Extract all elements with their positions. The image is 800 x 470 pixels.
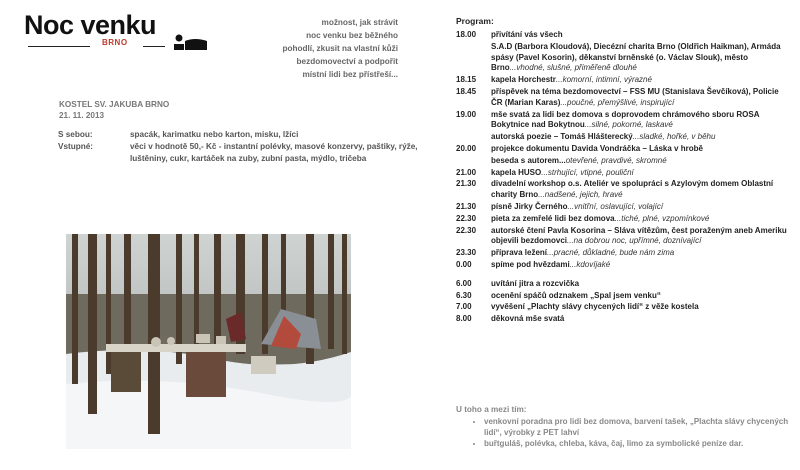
program-time: 22.30 (456, 213, 477, 223)
program-item (456, 87, 791, 109)
program-text: mše svatá za lidi bez domova s doprovodem chrámového sboru ROSA Bokytnice nad Bokytnou (491, 109, 760, 130)
program-text: pieta za zemřelé lidi bez domova (491, 213, 615, 223)
also-list (470, 417, 790, 451)
bring-value: spacák, karimatku nebo karton, misku, lžíci (130, 130, 299, 139)
program-time: 18.15 (456, 75, 477, 85)
program-text: ocenění spáčů odznakem „Spal jsem venku“ (491, 290, 661, 300)
tagline-line: bezdomovectví a podpořit (296, 57, 398, 66)
program-note: ...silné, pokorné, laskavé (584, 120, 673, 130)
tagline-line: noc venku bez běžného (306, 31, 398, 40)
tent-icon (172, 33, 208, 51)
program-item (456, 168, 791, 179)
program-list (456, 30, 791, 326)
program-item (456, 132, 791, 143)
program-text: písně Jirky Černého (491, 201, 568, 211)
tagline (270, 16, 398, 81)
program-note: ...pracné, důkladné, bude nám zima (547, 248, 675, 258)
program-item (456, 302, 791, 313)
program-time: 18.00 (456, 30, 477, 39)
program-time: 19.00 (456, 109, 477, 119)
camp-photo (66, 234, 351, 449)
program-text: beseda s autorem... (491, 155, 566, 165)
program-note: ...vhodné, slušné, přiměřeně dlouhé (509, 63, 637, 73)
program-item (456, 314, 791, 325)
tagline-line: pohodlí, zkusit na vlastní kůži (282, 44, 398, 53)
logo-underline-left (28, 46, 90, 47)
program-time: 21.30 (456, 201, 477, 211)
program-time: 8.00 (456, 314, 472, 324)
program-text: přivítání vás všech (491, 30, 563, 39)
program-time: 6.00 (456, 278, 472, 288)
program-time: 21.30 (456, 179, 477, 189)
also-title: U toho a mezi tím: (456, 405, 527, 414)
program-time: 22.30 (456, 225, 477, 235)
program-item (456, 144, 791, 155)
bring-row (58, 141, 418, 189)
program-text: projekce dokumentu Davida Vondráčka – Láska v hrobě (491, 143, 703, 153)
logo-underline-right (143, 46, 165, 47)
program-item (456, 226, 791, 248)
program-text: spíme pod hvězdami (491, 259, 570, 269)
tagline-line: místní lidi bez přístřeší... (302, 70, 398, 79)
tagline-line: možnost, jak strávit (321, 18, 398, 27)
program-time: 18.45 (456, 86, 477, 96)
program-item (456, 202, 791, 213)
program-item (456, 110, 791, 132)
venue-name: KOSTEL SV. JAKUBA BRNO (59, 100, 170, 109)
program-text: příprava ležení (491, 248, 548, 258)
program-text: uvítání jitra a rozcvička (491, 278, 580, 288)
program-text: kapela HUSO (491, 167, 542, 177)
program-item (456, 260, 791, 271)
logo-title: Noc venku (24, 10, 157, 40)
program-item (456, 291, 791, 302)
bring-label: Vstupné: (58, 142, 94, 151)
program-time: 20.00 (456, 143, 477, 153)
program-item (456, 156, 791, 167)
program-note: ...sladké, hořké, v běhu (632, 132, 716, 142)
program-item (456, 279, 791, 290)
program-note: ...na dobrou noc, upřímné, doznívající (567, 236, 702, 246)
program-note: ...vnitřní, oslavující, volající (567, 201, 664, 211)
program-item (456, 75, 791, 86)
program-title: Program: (456, 16, 494, 26)
program-text: divadelní workshop o.s. Ateliér ve spolupráci s Azylovým domem Oblastní charity Brno (491, 179, 774, 200)
program-item (456, 214, 791, 225)
program-text: kapela Horchestr (491, 75, 556, 85)
program-gap (456, 272, 791, 279)
bring-value: věci v hodnotě 50,- Kč - instantní polévky, masové konzervy, paštiky, rýže, luštěniny, cukr, kartáček na zuby, zubní pasta, mýdlo, tričeba (130, 142, 418, 163)
program-time: 7.00 (456, 302, 472, 312)
program-item (456, 248, 791, 259)
program-time: 21.00 (456, 167, 477, 177)
program-text: děkovná mše svatá (491, 314, 565, 324)
program-note: otevřené, pravdivé, skromné (565, 155, 667, 165)
program-note: ...tiché, plné, vzpomínkové (614, 213, 710, 223)
program-time: 6.30 (456, 290, 472, 300)
event-date: 21. 11. 2013 (59, 111, 105, 120)
program-text: autorské čtení Pavla Kosorina – Sláva vítězům, čest poraženým aneb Ameriku objevili bezdomovci (491, 225, 787, 246)
bring-list (58, 129, 418, 189)
program-time: 23.30 (456, 248, 477, 258)
program-time: 0.00 (456, 259, 472, 269)
program-note: ...komorní, intimní, výrazné (555, 75, 652, 85)
logo-city: BRNO (102, 38, 128, 47)
program-item (456, 30, 791, 41)
program-text: příspěvek na téma bezdomovectví – FSS MU (Stanislava Ševčíková), Policie ČR (Marian Karas) (491, 86, 779, 107)
program-item (456, 42, 791, 74)
program-note: ...poučné, přemýšlivé, inspirující (560, 97, 675, 107)
program-note: ...kdovíjaké (569, 259, 611, 269)
program-text: autorská poezie – Tomáš Hlášterecký (491, 132, 633, 142)
also-item: • buřtguláš, polévka, chleba, káva, čaj, limo za symbolické peníze dar. (484, 439, 790, 450)
program-text: vyvěšení „Plachty slávy chycených lidí“ z věže kostela (491, 302, 699, 312)
program-note: ...strhující, vtipné, pouliční (541, 167, 634, 177)
program-item (456, 179, 791, 201)
also-item: • venkovní poradna pro lidi bez domova, barvení tašek, „Plachta slávy chycených lidí“, výrobky z PET lahví (484, 417, 790, 438)
event-location (59, 99, 169, 121)
program-text: S.A.D (Barbora Kloudová), Diecézní charita Brno (Oldřich Haikman), Armáda spásy (Pavel Kosorin), děkanství brněnské (o. Václav Slouk), město Brno (491, 41, 781, 73)
bring-row (58, 129, 398, 141)
bring-label: S sebou: (58, 130, 93, 139)
program-note: ...nadšené, jejich, hravé (538, 190, 623, 200)
